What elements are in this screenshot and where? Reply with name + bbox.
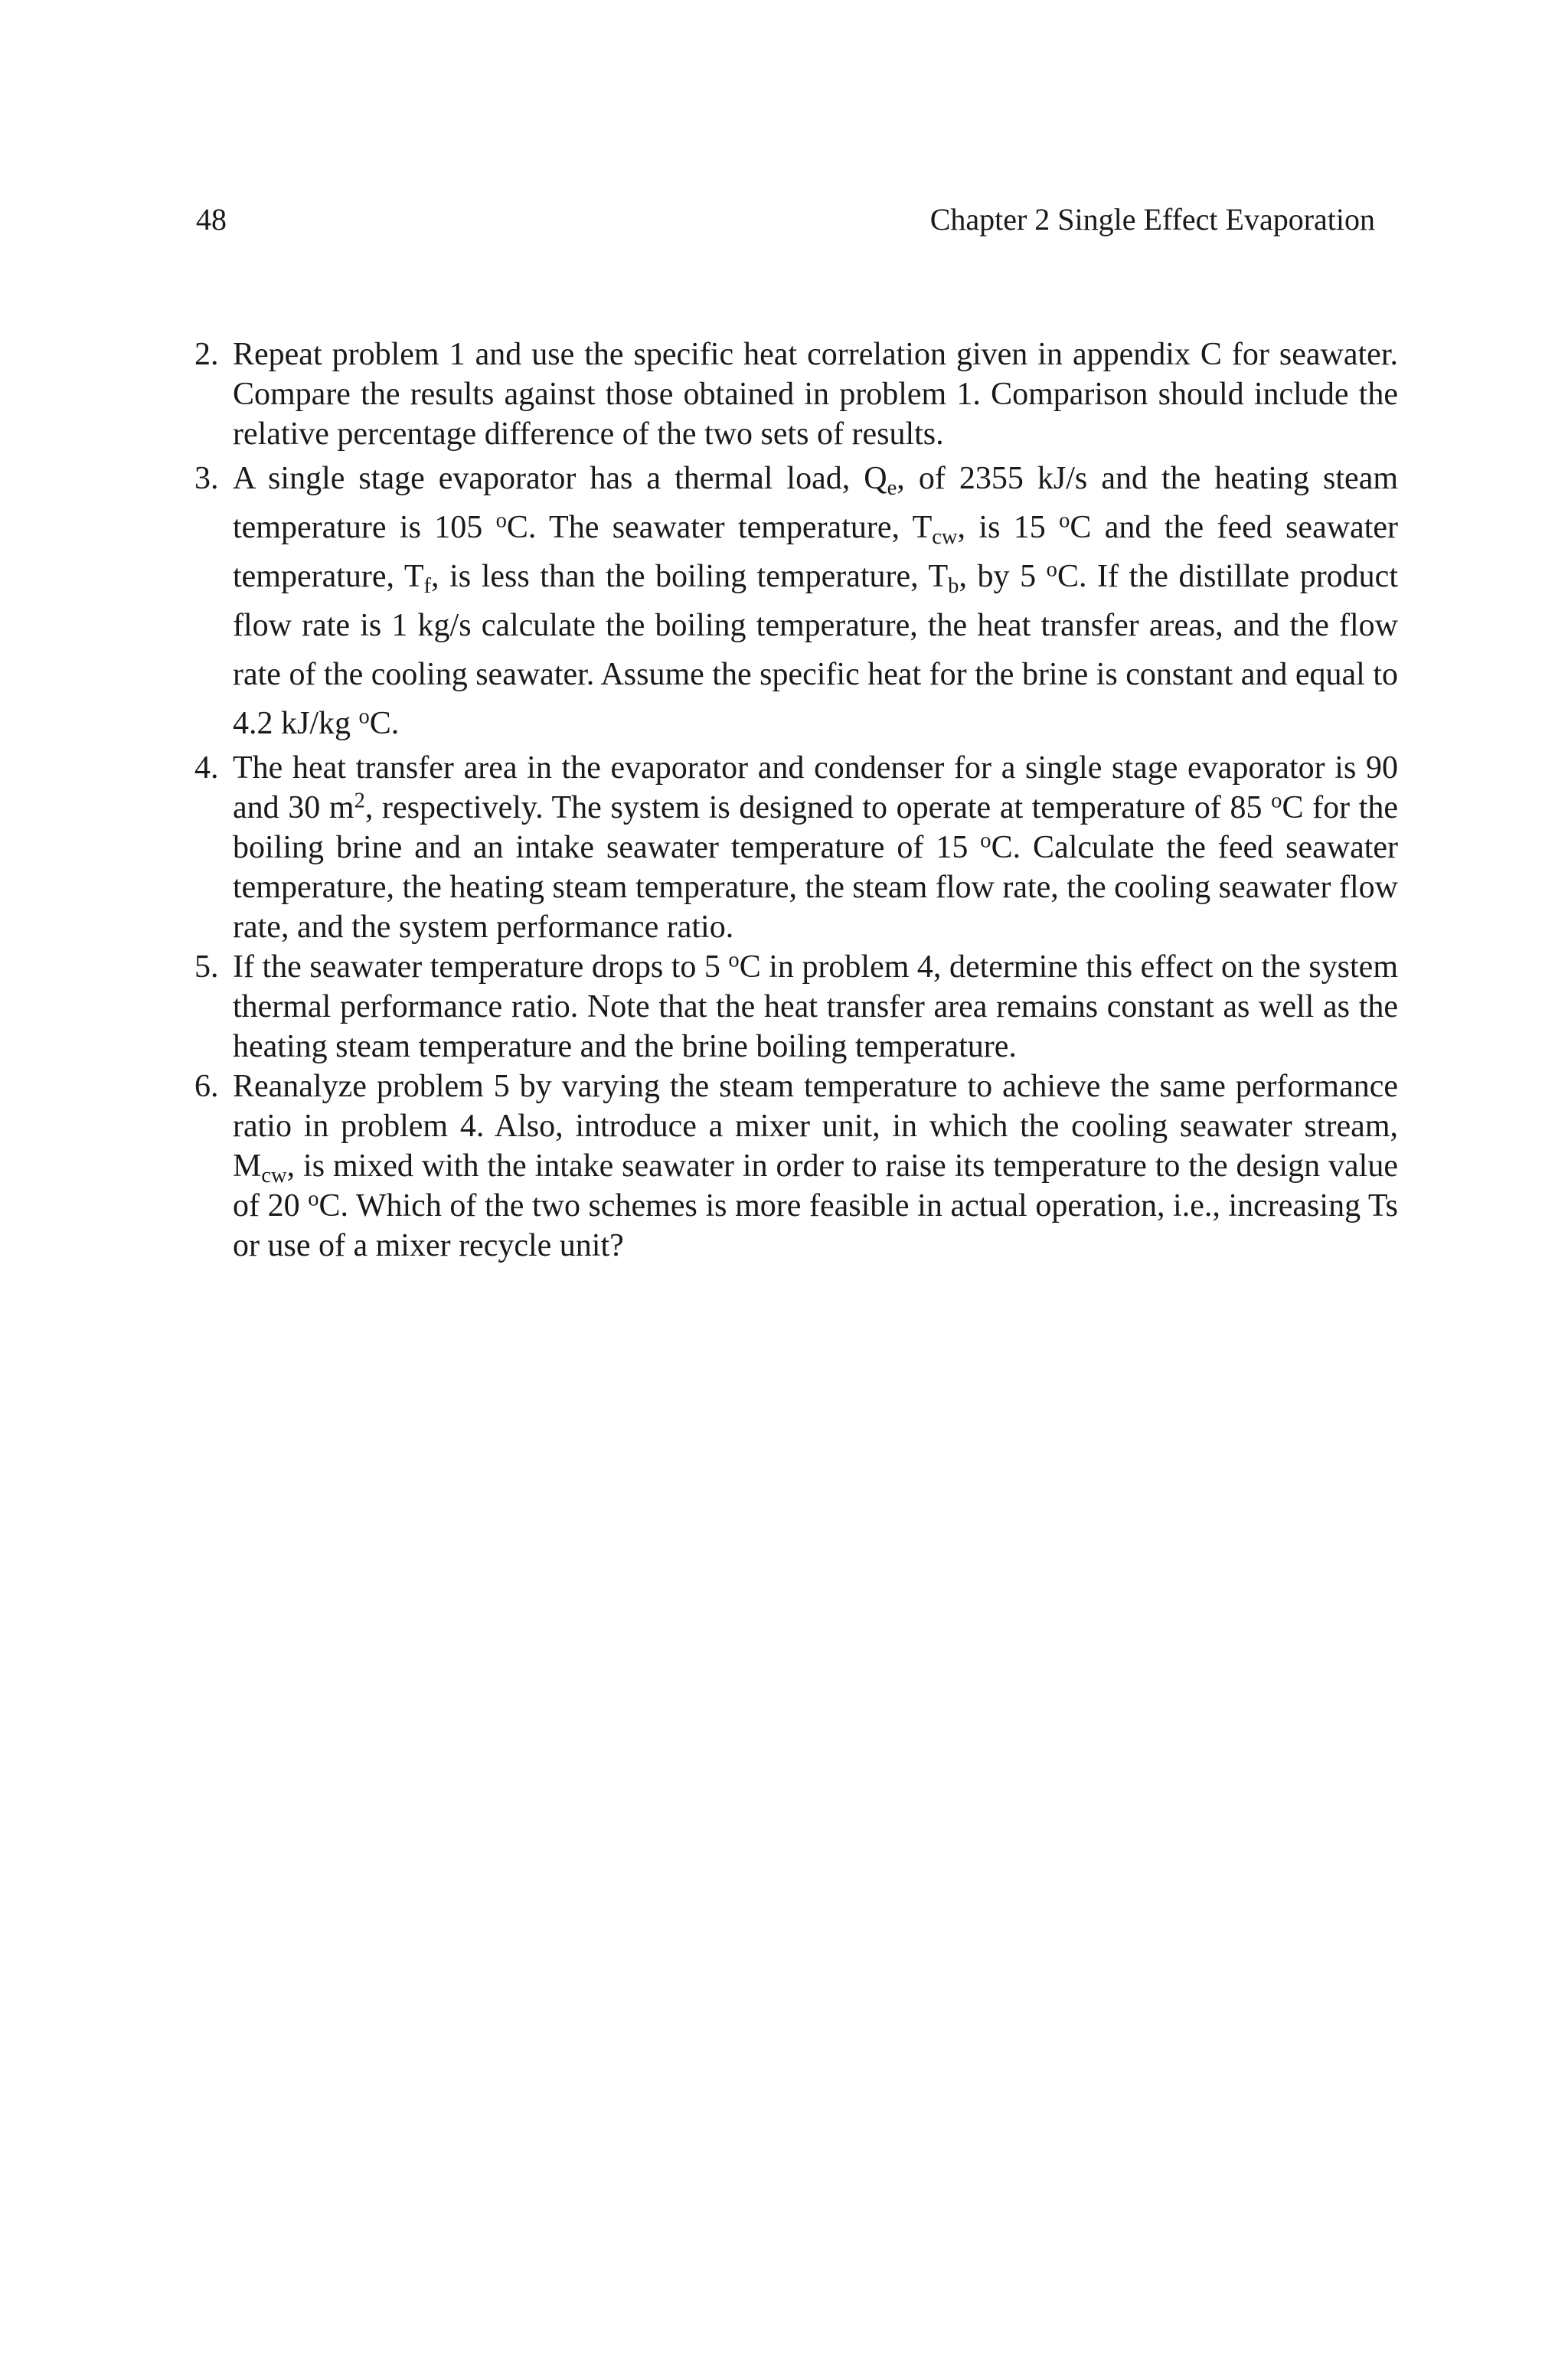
problem-text: Reanalyze problem 5 by varying the steam temperature to achieve the same performance ratio in problem 4. Also, introduce a mixer unit, in which the cooling seawater stream, $M_{cw}$, is mixed with the intake seawater in order to raise its temperature to the design value of 20 $^o$C. Which of the two schemes is more feasible in actual operation, i.e., increasing Ts or use of a mixer recycle unit? [233,1069,1398,1263]
problem-number: 2. [194,337,219,372]
subscript-f: f [423,573,432,598]
problem-list [196,335,1398,1266]
subscript-b: b [948,573,959,598]
degree-mark: o [1271,789,1282,813]
superscript-2: 2 [354,789,365,813]
problem-3 [196,454,1398,748]
subscript-cw: cw [261,1163,287,1188]
problem-text: The heat transfer area in the evaporator and condenser for a single stage evaporator is 90 and 30 $m^2$, respectively. The system is designed to operate at temperature of 85 $^o$C for the boiling brine and an intake seawater temperature of 15 $^o$C. Calculate the feed seawater temperature, the heating steam temperature, the steam flow rate, the cooling seawater flow rate, and the system performance ratio. [233,750,1399,945]
problem-number: 6. [194,1069,219,1104]
page-number: 48 [196,202,227,237]
degree-mark: o [1046,557,1057,582]
degree-mark: o [728,948,740,972]
problem-text: A single stage evaporator has a thermal load, $Q_e$, of 2355 kJ/s and the heating steam temperature is 105 $^o$C. The seawater temperature, $T_{cw}$, is 15 $^o$C and the feed seawater temperature, $T_f$, is less than the boiling temperature, $T_b$, by 5 $^o$C. If the distillate product flow rate is 1 kg/s calculate the boiling temperature, the heat transfer areas, and the flow rate of the cooling seawater. Assume the specific heat for the brine is constant and equal to 4.2 kJ/kg $^o$C. [233,461,1399,741]
problem-number: 4. [194,750,219,786]
problem-text: If the seawater temperature drops to 5 $^o$C in problem 4, determine this effect on the system thermal performance ratio. Note that the heat transfer area remains constant as well as the heating steam temperature and the brine boiling temperature. [233,948,1398,1064]
subscript-cw: cw [932,524,958,549]
problem-text: Repeat problem 1 and use the specific heat correlation given in appendix C for seawater. Compare the results against those obtained in problem 1. Comparison should include the relative percentage difference of the two sets of results. [233,337,1398,452]
degree-mark: o [1059,508,1070,533]
problem-6 [196,1067,1398,1266]
degree-mark: o [358,704,370,729]
degree-mark: o [495,508,507,533]
problem-5 [196,947,1398,1067]
page-header [196,201,1375,239]
subscript-e: e [887,475,897,500]
problem-2 [196,335,1398,454]
problem-number: 5. [194,949,219,985]
problem-4 [196,748,1398,947]
problem-number: 3. [194,461,219,496]
running-head: Chapter 2 Single Effect Evaporation [929,202,1375,237]
degree-mark: o [308,1187,319,1211]
degree-mark: o [980,828,991,853]
